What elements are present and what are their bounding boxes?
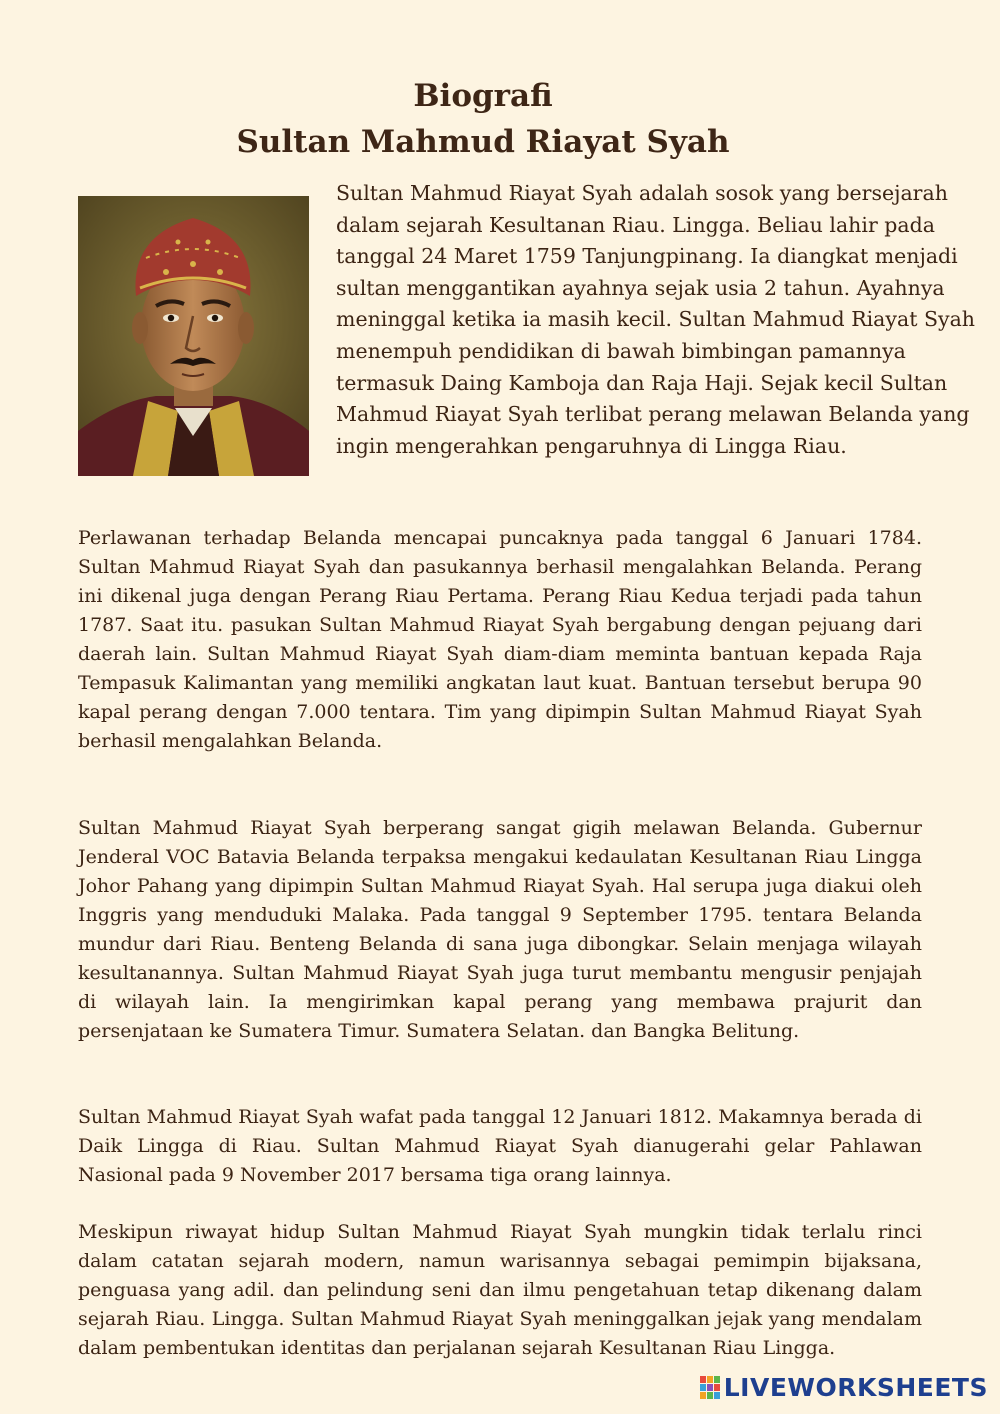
intro-paragraph: Sultan Mahmud Riayat Syah adalah sosok yang bersejarah dalam sejarah Kesultanan Riau. Lingga. Beliau lahir pada tanggal 24 Maret 1759 Tanjungpinang. Ia diangkat menjadi sultan menggantikan ayahnya sejak usia 2 tahun. Ayahnya meninggal ketika ia masih kecil. Sultan Mahmud Riayat Syah menempuh pendidikan di bawah bimbingan pamannya termasuk Daing Kamboja dan Raja Haji. Sejak kecil Sultan Mahmud Riayat Syah terlibat perang melawan Belanda yang ingin mengerahkan pengaruhnya di Lingga Riau. [336,181,976,458]
page-title [0,73,966,165]
portrait-sultan-icon [78,196,309,476]
portrait-image [78,196,309,476]
liveworksheets-logo-icon [700,1376,720,1400]
title-line-1: Biografi [413,77,553,114]
paragraph-5: Meskipun riwayat hidup Sultan Mahmud Riayat Syah mungkin tidak terlalu rinci dalam catatan sejarah modern, namun warisannya sebagai pemimpin bijaksana, penguasa yang adil. dan pelindung seni dan ilmu pengetahuan tetap dikenang dalam sejarah Riau. Lingga. Sultan Mahmud Riayat Syah meninggalkan jejak yang mendalam dalam pembentukan identitas dan perjalanan sejarah Kesultanan Riau Lingga. [78,1221,922,1359]
paragraph-4: Sultan Mahmud Riayat Syah wafat pada tanggal 12 Januari 1812. Makamnya berada di Daik Lingga di Riau. Sultan Mahmud Riayat Syah dianugerahi gelar Pahlawan Nasional pada 9 November 2017 bersama tiga orang lainnya. [78,1106,922,1186]
paragraph-3: Sultan Mahmud Riayat Syah berperang sangat gigih melawan Belanda. Gubernur Jenderal VOC Batavia Belanda terpaksa mengakui kedaulatan Kesultanan Riau Lingga Johor Pahang yang dipimpin Sultan Mahmud Riayat Syah. Hal serupa juga diakui oleh Inggris yang menduduki Malaka. Pada tanggal 9 September 1795. tentara Belanda mundur dari Riau. Benteng Belanda di sana juga dibongkar. Selain menjaga wilayah kesultanannya. Sultan Mahmud Riayat Syah juga turut membantu mengusir penjajah di wilayah lain. Ia mengirimkan kapal perang yang membawa prajurit dan persenjataan ke Sumatera Timur. Sumatera Selatan. dan Bangka Belitung. [78,817,922,1042]
title-line-2: Sultan Mahmud Riayat Syah [236,123,730,160]
paragraph-2: Perlawanan terhadap Belanda mencapai puncaknya pada tanggal 6 Januari 1784. Sultan Mahmud Riayat Syah dan pasukannya berhasil mengalahkan Belanda. Perang ini dikenal juga dengan Perang Riau Pertama. Perang Riau Kedua terjadi pada tahun 1787. Saat itu. pasukan Sultan Mahmud Riayat Syah bergabung dengan pejuang dari daerah lain. Sultan Mahmud Riayat Syah diam-diam meminta bantuan kepada Raja Tempasuk Kalimantan yang memiliki angkatan laut kuat. Bantuan tersebut berupa 90 kapal perang dengan 7.000 tentara. Tim yang dipimpin Sultan Mahmud Riayat Syah berhasil mengalahkan Belanda. [78,527,922,752]
liveworksheets-watermark[interactable] [700,1373,988,1402]
liveworksheets-text: LIVEWORKSHEETS [723,1373,988,1402]
